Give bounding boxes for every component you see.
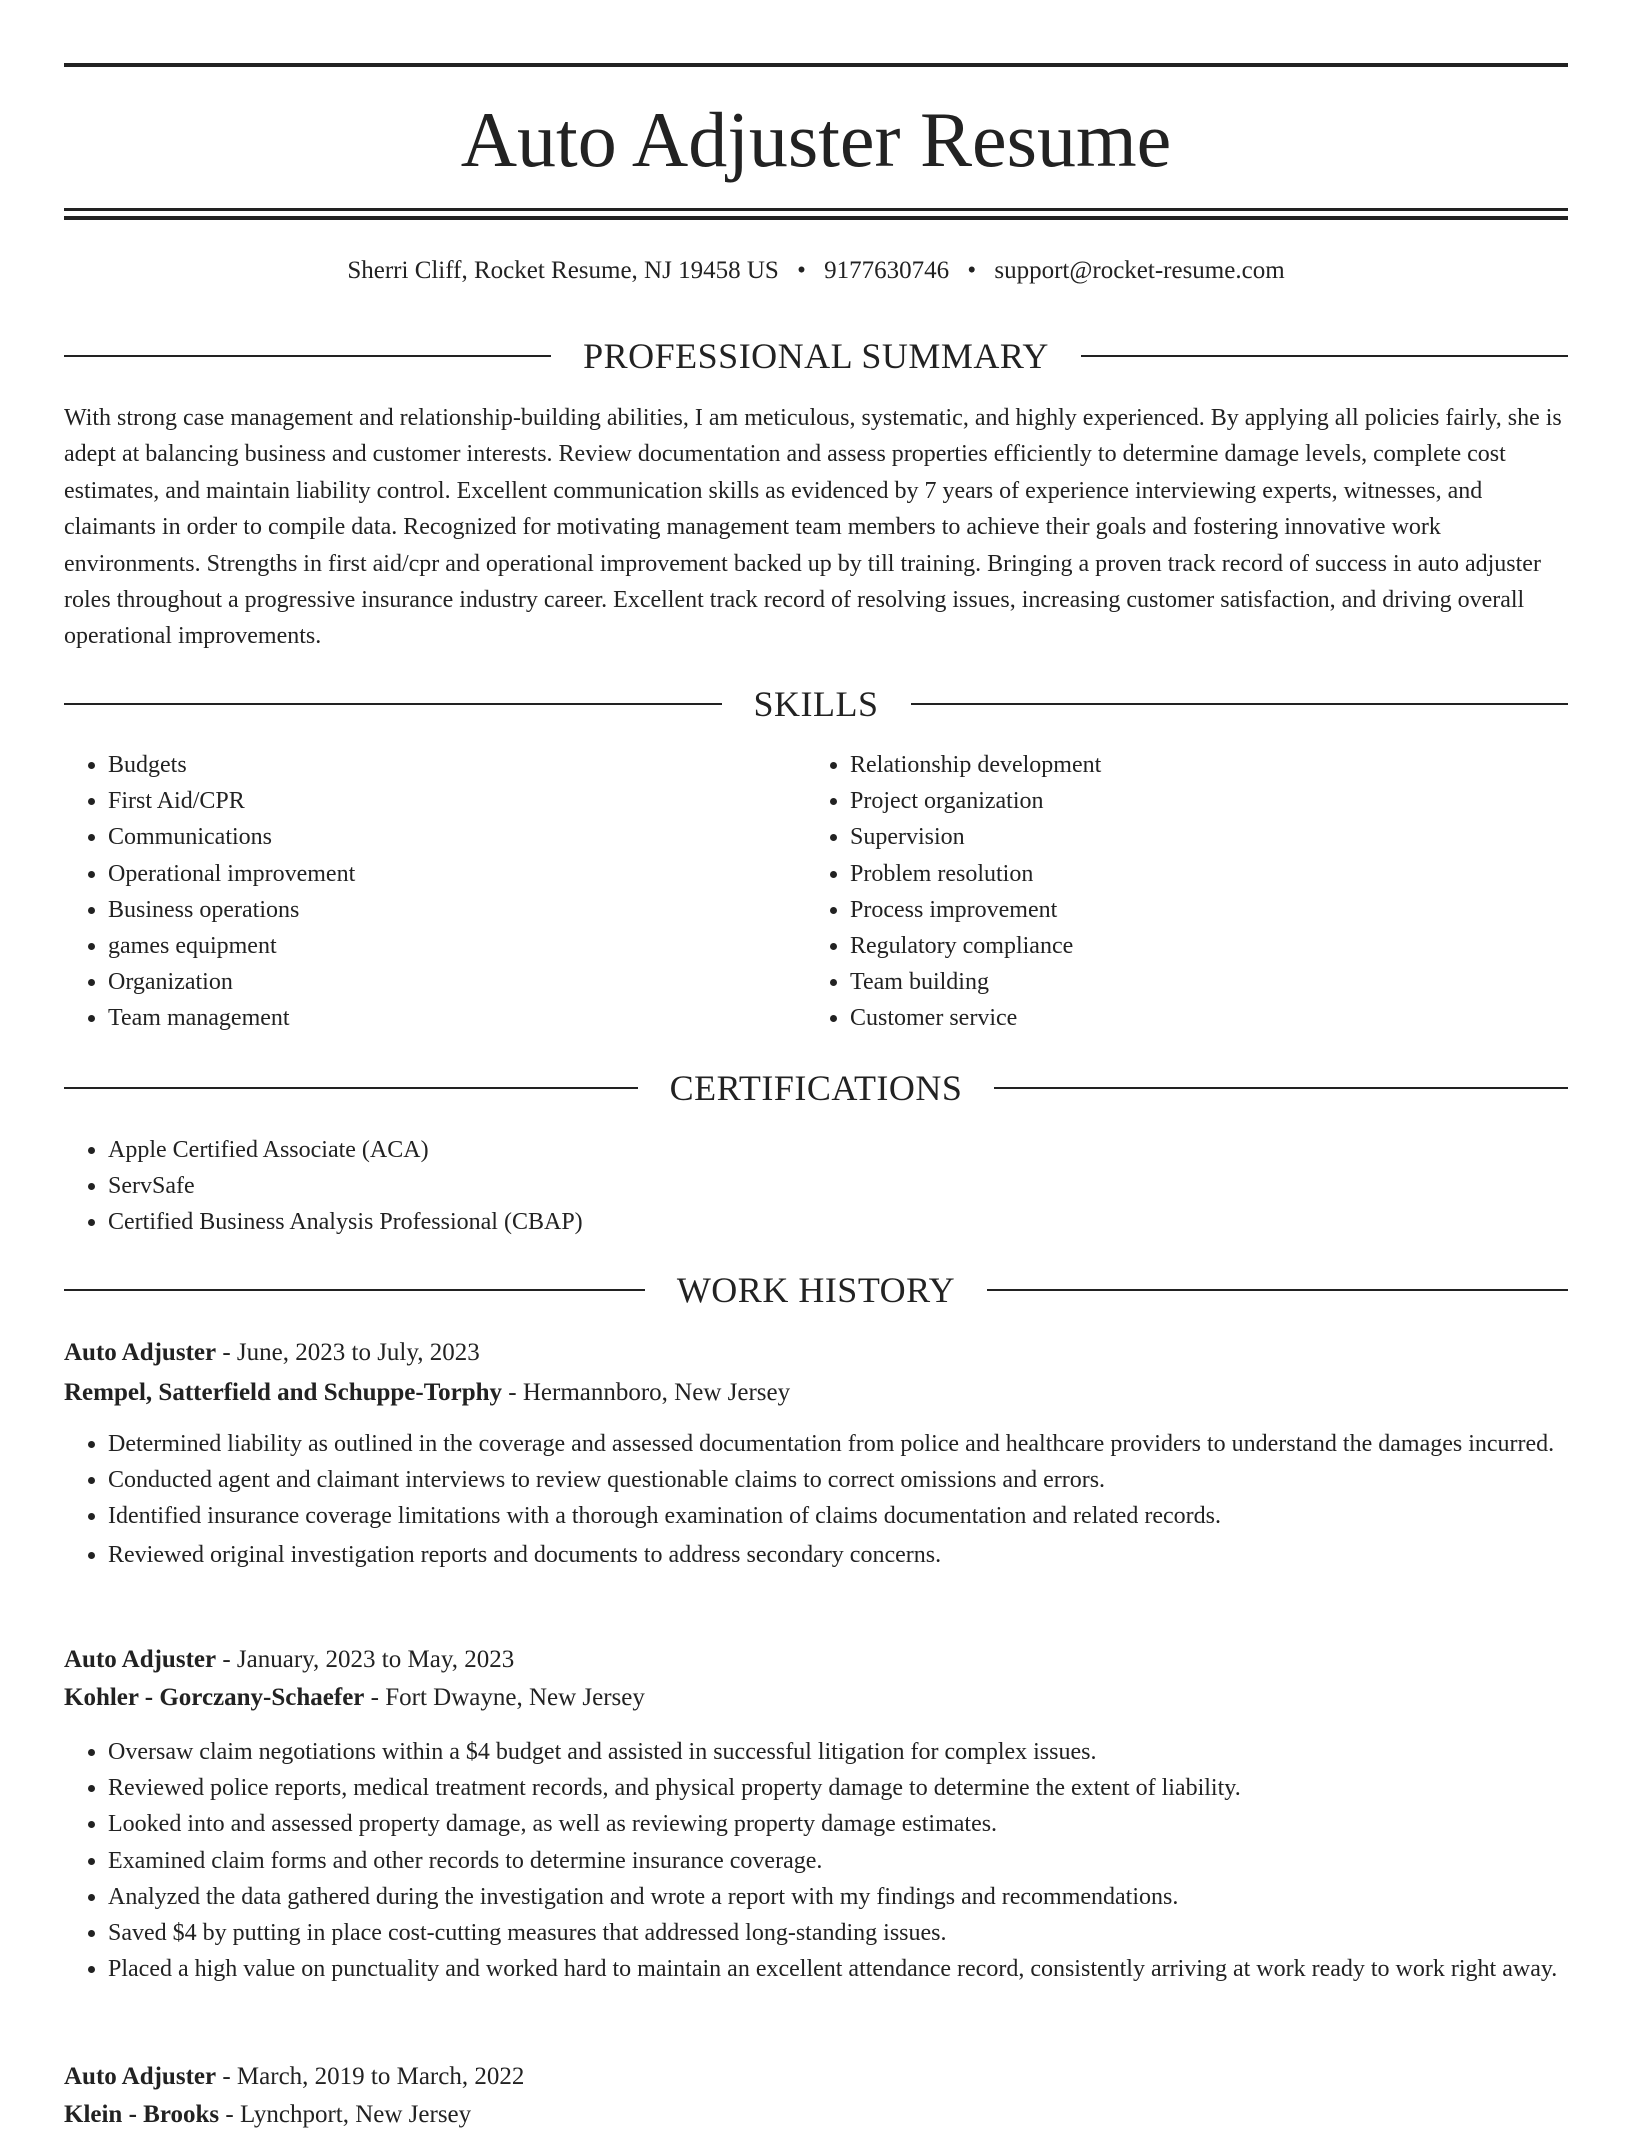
skill-item: • Organization: [108, 964, 804, 1000]
section-rule: [64, 355, 551, 357]
duty-item: • Saved $4 by putting in place cost-cutting measures that addressed long-standing issues.: [108, 1915, 1568, 1951]
section-title: CERTIFICATIONS: [669, 1068, 963, 1108]
certification-item: • Certified Business Analysis Professional (CBAP): [108, 1204, 1568, 1240]
job-company-line: [64, 1375, 1568, 1411]
duty-item: • Determined liability as outlined in the coverage and assessed documentation from police and healthcare providers to understand the damages incurred.: [108, 1426, 1568, 1462]
title-double-rule: [64, 208, 1568, 220]
job-company: Klein - Brooks: [64, 2101, 220, 2128]
skills-column-left: [64, 747, 804, 1037]
duty-item: • Looked into and assessed property damage, as well as reviewing property damage estimates.: [108, 1806, 1568, 1842]
contact-address: Sherri Cliff, Rocket Resume, NJ 19458 US: [347, 257, 779, 284]
skill-item: • Project organization: [850, 783, 1566, 819]
duty-item: • Placed a high value on punctuality and worked hard to maintain an excellent attendance record, consistently arriving at work ready to work right away.: [108, 1951, 1568, 1987]
job-title-line: [64, 1642, 1568, 1678]
job-duties: [64, 1734, 1568, 1987]
certification-item: • ServSafe: [108, 1168, 1568, 1204]
duty-item: • Examined claim forms and other records to determine insurance coverage.: [108, 1843, 1568, 1879]
skill-item: • Process improvement: [850, 892, 1566, 928]
contact-line: [64, 254, 1568, 288]
skill-item: • Supervision: [850, 819, 1566, 855]
contact-email: support@rocket-resume.com: [994, 257, 1285, 284]
skill-item: • Regulatory compliance: [850, 928, 1566, 964]
skills-column-right: [806, 747, 1566, 1037]
section-rule: [64, 1289, 645, 1291]
skill-item: • Operational improvement: [108, 856, 804, 892]
skill-item: • Team management: [108, 1000, 804, 1036]
section-header-skills: [64, 681, 1568, 727]
skill-item: • Business operations: [108, 892, 804, 928]
section-rule: [1081, 355, 1568, 357]
section-header-certifications: [64, 1065, 1568, 1111]
duty-item: • Conducted agent and claimant interviews to review questionable claims to correct omissions and errors.: [108, 1462, 1568, 1498]
contact-separator: •: [797, 257, 806, 284]
job-company-line: [64, 1680, 1568, 1716]
job-title: Auto Adjuster: [64, 1339, 217, 1366]
contact-separator: •: [967, 257, 977, 284]
job-title-line: [64, 2059, 1568, 2095]
job-company: Kohler - Gorczany-Schaefer: [64, 1684, 365, 1711]
section-header-work-history: [64, 1267, 1568, 1313]
section-rule: [911, 703, 1569, 705]
job-location: - Hermannboro, New Jersey: [508, 1379, 791, 1406]
skill-item: • Customer service: [850, 1000, 1566, 1036]
job-title: Auto Adjuster: [64, 1646, 217, 1673]
section-rule: [64, 1087, 638, 1089]
contact-phone: 9177630746: [824, 257, 950, 284]
job-title: Auto Adjuster: [64, 2063, 217, 2090]
top-rule: [64, 63, 1568, 67]
job-location: - Lynchport, New Jersey: [225, 2101, 472, 2128]
summary-paragraph: With strong case management and relationship-building abilities, I am meticulous, systematic, and highly experienced. By applying all policies fairly, she is adept at balancing business and customer interests. Review documentation and assess properties efficiently to determine damage levels, complete cost estimates, and maintain liability control. Excellent communication skills as evidenced by 7 years of experience interviewing experts, witnesses, and claimants in order to compile data. Recognized for motivating management team members to achieve their goals and fostering innovative work environments. Strengths in first aid/cpr and operational improvement backed up by till training. Bringing a proven track record of success in auto adjuster roles throughout a progressive insurance industry career. Excellent track record of resolving issues, increasing customer satisfaction, and driving overall operational improvements.: [64, 405, 1562, 650]
skill-item: • First Aid/CPR: [108, 783, 804, 819]
section-rule: [994, 1087, 1568, 1089]
section-title: PROFESSIONAL SUMMARY: [583, 336, 1049, 376]
skill-item: • Communications: [108, 819, 804, 855]
job-title-line: [64, 1335, 1568, 1371]
skill-item: • Team building: [850, 964, 1566, 1000]
page-title: Auto Adjuster Resume: [460, 96, 1172, 183]
duty-item: • Reviewed police reports, medical treatment records, and physical property damage to determine the extent of liability.: [108, 1770, 1568, 1806]
job-dates: - March, 2019 to March, 2022: [222, 2063, 525, 2090]
job-duties: [64, 1426, 1568, 1573]
certifications-list: [64, 1132, 1568, 1241]
skill-item: • Problem resolution: [850, 856, 1566, 892]
section-title: WORK HISTORY: [676, 1270, 956, 1310]
section-header-summary: [64, 333, 1568, 379]
job-company-line: [64, 2097, 1568, 2133]
job-dates: - January, 2023 to May, 2023: [222, 1646, 515, 1673]
job-company: Rempel, Satterfield and Schuppe-Torphy: [64, 1379, 503, 1406]
job-location: - Fort Dwayne, New Jersey: [370, 1684, 645, 1711]
job-dates: - June, 2023 to July, 2023: [222, 1339, 480, 1366]
duty-item: • Oversaw claim negotiations within a $4 budget and assisted in successful litigation for complex issues.: [108, 1734, 1568, 1770]
duty-item: • Identified insurance coverage limitations with a thorough examination of claims documentation and related records.: [108, 1498, 1568, 1534]
section-title: SKILLS: [753, 684, 879, 724]
certification-item: • Apple Certified Associate (ACA): [108, 1132, 1568, 1168]
duty-item: • Reviewed original investigation reports and documents to address secondary concerns.: [108, 1537, 1568, 1573]
section-rule: [987, 1289, 1568, 1291]
section-rule: [64, 703, 722, 705]
skill-item: • games equipment: [108, 928, 804, 964]
skill-item: • Budgets: [108, 747, 804, 783]
skill-item: • Relationship development: [850, 747, 1566, 783]
duty-item: • Analyzed the data gathered during the investigation and wrote a report with my findings and recommendations.: [108, 1879, 1568, 1915]
